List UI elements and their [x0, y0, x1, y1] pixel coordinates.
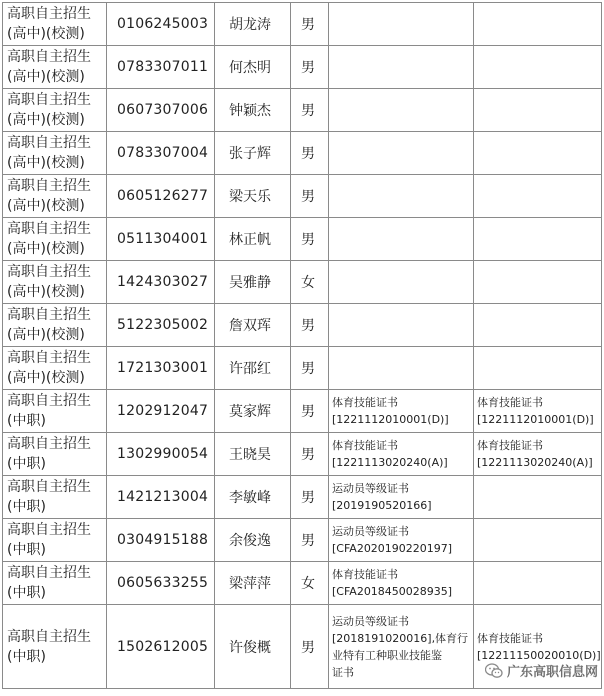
student-id: 0605633255 — [117, 575, 209, 591]
student-id-cell — [107, 390, 215, 433]
student-id: 1721303001 — [117, 360, 209, 376]
category-cell — [3, 390, 107, 433]
certificate-cell-2 — [474, 89, 602, 132]
certificate-line: 体育技能证书 — [477, 439, 543, 452]
gender-cell — [291, 89, 329, 132]
student-name: 莫家辉 — [229, 404, 271, 420]
table-row — [3, 3, 602, 46]
certificate-line: [1221113020240(A)] — [332, 456, 448, 469]
table-row — [3, 519, 602, 562]
category-line: 高职自主招生 — [7, 350, 91, 366]
table-row — [3, 390, 602, 433]
category-line: (中职) — [7, 413, 46, 429]
table-row — [3, 261, 602, 304]
certificate-cell-2 — [474, 390, 602, 433]
name-cell — [215, 46, 291, 89]
student-gender: 男 — [301, 189, 315, 205]
certificate-cell-2 — [474, 175, 602, 218]
certificate-line: 运动员等级证书 — [332, 525, 409, 538]
student-id: 0607307006 — [117, 102, 209, 118]
student-id: 1424303027 — [117, 274, 209, 290]
name-cell — [215, 476, 291, 519]
gender-cell — [291, 433, 329, 476]
name-cell — [215, 347, 291, 390]
student-gender: 男 — [301, 103, 315, 119]
name-cell — [215, 132, 291, 175]
student-name: 吴雅静 — [229, 275, 271, 291]
category-line: (高中)(校测) — [7, 69, 85, 85]
certificate-cell — [329, 46, 474, 89]
watermark-text: 广东高职信息网 — [506, 665, 598, 680]
student-gender: 男 — [301, 533, 315, 549]
student-id: 0106245003 — [117, 16, 209, 32]
student-id-cell — [107, 605, 215, 689]
certificate-cell-2 — [474, 46, 602, 89]
student-name: 梁萍萍 — [229, 576, 271, 592]
category-line: (高中)(校测) — [7, 112, 85, 128]
student-id-cell — [107, 261, 215, 304]
table-row — [3, 218, 602, 261]
student-name: 詹双珲 — [229, 318, 271, 334]
student-gender: 男 — [301, 146, 315, 162]
wechat-icon — [485, 663, 503, 679]
certificate-line: [2019190520166] — [332, 499, 432, 512]
certificate-cell-2 — [474, 218, 602, 261]
category-line: (高中)(校测) — [7, 241, 85, 257]
category-line: (高中)(校测) — [7, 198, 85, 214]
category-cell — [3, 304, 107, 347]
category-line: (高中)(校测) — [7, 370, 85, 386]
category-line: (高中)(校测) — [7, 155, 85, 171]
certificate-line: [1221112010001(D)] — [332, 413, 449, 426]
certificate-cell-2 — [474, 132, 602, 175]
gender-cell — [291, 347, 329, 390]
student-gender: 男 — [301, 490, 315, 506]
category-cell — [3, 218, 107, 261]
student-name: 何杰明 — [229, 60, 271, 76]
student-id-cell — [107, 433, 215, 476]
name-cell — [215, 175, 291, 218]
gender-cell — [291, 3, 329, 46]
gender-cell — [291, 390, 329, 433]
name-cell — [215, 89, 291, 132]
category-line: 高职自主招生 — [7, 565, 91, 581]
category-line: (中职) — [7, 542, 46, 558]
student-name: 梁天乐 — [229, 189, 271, 205]
watermark — [485, 661, 598, 680]
category-line: 高职自主招生 — [7, 178, 91, 194]
category-line: (中职) — [7, 499, 46, 515]
category-cell — [3, 476, 107, 519]
admission-table — [2, 2, 602, 689]
table-row — [3, 132, 602, 175]
student-name: 余俊逸 — [229, 533, 271, 549]
name-cell — [215, 519, 291, 562]
student-id: 0783307004 — [117, 145, 209, 161]
table-row — [3, 304, 602, 347]
student-name: 钟颖杰 — [229, 103, 271, 119]
student-gender: 男 — [301, 17, 315, 33]
category-line: (高中)(校测) — [7, 284, 85, 300]
category-line: 高职自主招生 — [7, 264, 91, 280]
student-id: 1302990054 — [117, 446, 209, 462]
category-cell — [3, 347, 107, 390]
student-gender: 女 — [301, 576, 315, 592]
category-cell — [3, 89, 107, 132]
student-gender: 男 — [301, 404, 315, 420]
gender-cell — [291, 261, 329, 304]
certificate-cell — [329, 519, 474, 562]
student-gender: 男 — [301, 60, 315, 76]
table-row — [3, 433, 602, 476]
certificate-cell-2 — [474, 347, 602, 390]
gender-cell — [291, 46, 329, 89]
certificate-line: 体育技能证书 — [477, 631, 543, 645]
certificate-cell — [329, 132, 474, 175]
student-id-cell — [107, 46, 215, 89]
category-cell — [3, 46, 107, 89]
category-line: 高职自主招生 — [7, 307, 91, 323]
category-line: 高职自主招生 — [7, 628, 91, 645]
certificate-line: [1221112010001(D)] — [477, 413, 594, 426]
student-id: 5122305002 — [117, 317, 209, 333]
gender-cell — [291, 304, 329, 347]
name-cell — [215, 218, 291, 261]
certificate-line: 体育技能证书 — [332, 439, 398, 452]
certificate-cell — [329, 175, 474, 218]
certificate-line: 运动员等级证书 — [332, 482, 409, 495]
certificate-cell-2 — [474, 304, 602, 347]
category-cell — [3, 3, 107, 46]
certificate-cell — [329, 433, 474, 476]
category-line: 高职自主招生 — [7, 6, 91, 22]
certificate-line: 体育技能证书 — [332, 396, 398, 409]
category-line: 高职自主招生 — [7, 522, 91, 538]
student-id-cell — [107, 3, 215, 46]
student-gender: 男 — [301, 447, 315, 463]
category-cell — [3, 175, 107, 218]
student-id-cell — [107, 562, 215, 605]
student-name: 林正帆 — [229, 232, 271, 248]
student-name: 许俊概 — [229, 639, 271, 656]
certificate-line: 证书 — [332, 665, 354, 679]
student-id: 1421213004 — [117, 489, 209, 505]
name-cell — [215, 304, 291, 347]
student-gender: 女 — [301, 275, 315, 291]
certificate-line: [CFA2020190220197] — [332, 542, 453, 555]
category-cell — [3, 132, 107, 175]
student-id-cell — [107, 175, 215, 218]
certificate-cell — [329, 605, 474, 689]
category-cell — [3, 433, 107, 476]
certificate-line: 体育技能证书 — [332, 568, 398, 581]
table-row — [3, 175, 602, 218]
table-row — [3, 347, 602, 390]
gender-cell — [291, 218, 329, 261]
certificate-cell — [329, 476, 474, 519]
category-line: 高职自主招生 — [7, 479, 91, 495]
table-row — [3, 89, 602, 132]
certificate-cell-2 — [474, 519, 602, 562]
student-id: 0605126277 — [117, 188, 209, 204]
gender-cell — [291, 175, 329, 218]
category-line: (高中)(校测) — [7, 26, 85, 42]
category-line: 高职自主招生 — [7, 393, 91, 409]
certificate-line: 体育技能证书 — [477, 396, 543, 409]
student-id-cell — [107, 476, 215, 519]
category-line: 高职自主招生 — [7, 436, 91, 452]
certificate-cell — [329, 304, 474, 347]
student-name: 王晓昊 — [229, 447, 271, 463]
category-cell — [3, 562, 107, 605]
name-cell — [215, 562, 291, 605]
certificate-cell — [329, 3, 474, 46]
name-cell — [215, 390, 291, 433]
category-cell — [3, 261, 107, 304]
category-cell — [3, 605, 107, 689]
certificate-line: [1221113020240(A)] — [477, 456, 593, 469]
category-line: 高职自主招生 — [7, 135, 91, 151]
gender-cell — [291, 605, 329, 689]
student-gender: 男 — [301, 639, 315, 656]
name-cell — [215, 3, 291, 46]
student-gender: 男 — [301, 318, 315, 334]
student-id: 1502612005 — [117, 638, 209, 655]
student-gender: 男 — [301, 232, 315, 248]
certificate-line: 运动员等级证书 — [332, 614, 409, 628]
student-name: 张子辉 — [229, 146, 271, 162]
category-line: 高职自主招生 — [7, 221, 91, 237]
student-id: 0304915188 — [117, 532, 209, 548]
student-id-cell — [107, 347, 215, 390]
certificate-cell-2 — [474, 261, 602, 304]
student-id-cell — [107, 218, 215, 261]
category-line: (中职) — [7, 585, 46, 601]
certificate-cell — [329, 261, 474, 304]
name-cell — [215, 605, 291, 689]
category-line: (高中)(校测) — [7, 327, 85, 343]
certificate-line: [12211150020010(D)] — [477, 648, 601, 662]
category-line: 高职自主招生 — [7, 49, 91, 65]
gender-cell — [291, 562, 329, 605]
category-line: (中职) — [7, 648, 46, 665]
certificate-line: [CFA2018450028935] — [332, 585, 453, 598]
student-name: 胡龙涛 — [229, 17, 271, 33]
gender-cell — [291, 132, 329, 175]
student-id-cell — [107, 89, 215, 132]
certificate-cell-2 — [474, 562, 602, 605]
certificate-cell — [329, 218, 474, 261]
category-line: (中职) — [7, 456, 46, 472]
certificate-cell — [329, 89, 474, 132]
name-cell — [215, 261, 291, 304]
gender-cell — [291, 476, 329, 519]
student-id-cell — [107, 519, 215, 562]
name-cell — [215, 433, 291, 476]
student-id: 1202912047 — [117, 403, 209, 419]
student-name: 李敏峰 — [229, 490, 271, 506]
student-gender: 男 — [301, 361, 315, 377]
table-row — [3, 476, 602, 519]
student-name: 许邵红 — [229, 361, 271, 377]
gender-cell — [291, 519, 329, 562]
certificate-cell — [329, 347, 474, 390]
student-id-cell — [107, 132, 215, 175]
student-id: 0511304001 — [117, 231, 209, 247]
category-line: 高职自主招生 — [7, 92, 91, 108]
table-row — [3, 562, 602, 605]
certificate-cell-2 — [474, 3, 602, 46]
table-row — [3, 46, 602, 89]
certificate-cell-2 — [474, 476, 602, 519]
category-cell — [3, 519, 107, 562]
certificate-cell — [329, 562, 474, 605]
table-body — [3, 3, 602, 689]
student-id-cell — [107, 304, 215, 347]
certificate-cell-2 — [474, 433, 602, 476]
certificate-line: 业特有工种职业技能鉴 — [332, 648, 442, 662]
student-id: 0783307011 — [117, 59, 209, 75]
certificate-cell — [329, 390, 474, 433]
certificate-line: [2018191020016],体育行 — [332, 631, 469, 645]
